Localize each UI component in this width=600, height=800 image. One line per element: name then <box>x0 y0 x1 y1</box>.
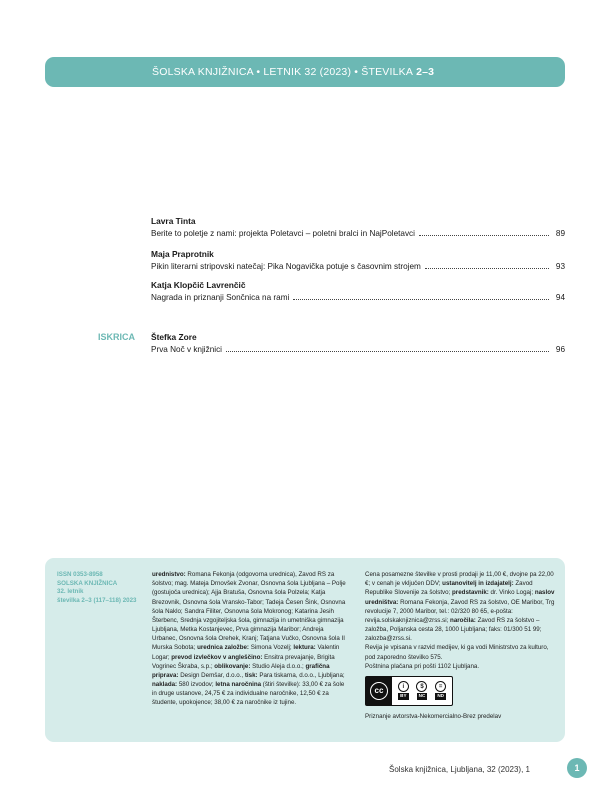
toc-title: Prva Noč v knjižnici <box>151 345 222 354</box>
issn: ISSN 0353-8958 <box>57 571 103 578</box>
issn-block <box>57 571 152 606</box>
toc-title: Pikin literarni stripovski natečaj: Pika Nogavička potuje s časovnim strojem <box>151 262 421 271</box>
issue: številka 2–3 (117–118) 2023 <box>57 597 137 605</box>
cc-license-badge[interactable] <box>365 676 453 706</box>
journal-header <box>45 57 565 87</box>
toc-page: 89 <box>555 229 565 238</box>
running-footer: Šolska knjižnica, Ljubljana, 32 (2023), 1 <box>389 765 530 774</box>
cc-nd-icon: = ND <box>435 681 446 700</box>
header-text: ŠOLSKA KNJIŽNICA • LETNIK 32 (2023) • ŠTEVILKA <box>152 66 414 78</box>
volume: 32. letnik <box>57 588 84 596</box>
cc-nc-icon: $ NC <box>416 681 427 700</box>
toc-author: Štefka Zore <box>151 332 197 342</box>
toc-page: 94 <box>555 293 565 302</box>
license-caption: Priznanje avtorstva-Nekomercialno-Brez predelav <box>365 712 502 720</box>
toc-author: Katja Klopčič Lavrenčič <box>151 280 246 290</box>
colophon-publisher: Cena posamezne številke v prosti prodaji je 11,00 €, dvojne pa 22,00 €; v cenah je vključen DDV; ustanovitelj in izdajatelj: Zavod Republike Slovenije za šolstvo; predstavnik: dr. Vinko Logaj; naslov uredništva: Romana Fekonja, Zavod RS za šolstvo, OE Maribor, Trg revolucije 7, 2000 Maribor, tel.: 02/320 80 65, e-pošta: revija.solskaknjiznica@zrss.si; naročila: Zavod RS za šolstvo – založba, Poljanska cesta 28, 1000 Ljubljana; faks: 01/300 51 99; zalozba@zrss.si. Revija je vpisana v razvid medijev, ki ga vodi Ministrstvo za kulturo, pod zaporedno številko 575. Poštnina plačana pri pošti 1102 Ljubljana. cc i BY $ NC = ND Priznanje avtorstva-Nekomercialno-Brez predelav <box>365 571 555 720</box>
colophon-staff: urednistvo: Romana Fekonja (odgovorna urednica), Zavod RS za šolstvo; mag. Mateja Drnovšek Zvonar, Osnovna šola Ljubljana – Polje (gostujoča urednica); Ajja Bratuša, Osnovna šola Polzela; Katja Brezovnik, Osnovna šola Vransko-Tabor; Tadeja Česen Šink, Osnovna šola Naklo; Sandra Filiter, Osnovna šola Mokronog; Katarina Jesih Šterbenc, Srednja vzgojiteljska šola, gimnazija in umetniška gimnazija Ljubljana, Metka Kostanjevec, Prva gimnazija Maribor; Andreja Urbanec, Osnovna šola Orehek, Kranj; Tatjana Vučko, Osnovna šola II Murska Sobota; urednica založbe: Simona Vozelj; lektura: Valentin Logar; prevod izvlečkov v angleščino: Ensitra prevajanje, Brigita Vogrinec Škraba, s.p.; oblikovanje: Studio Aleja d.o.o.; grafična priprava: Design Demšar, d.o.o., tisk: Para tiskarna, d.o.o., Ljubljana; naklada: 580 izvodov; letna naročnina (štiri številke): 33,00 € za šole in druge ustanove, 24,75 € za individualne naročnike, 12,50 € za študente, upokojence; 38,00 € za naročnike iz tujine. <box>152 571 346 707</box>
header-issue-number: 2–3 <box>416 66 435 78</box>
toc-page: 96 <box>555 345 565 354</box>
toc-title: Berite to poletje z nami: projekta Poletavci – poletni bralci in NajPoletavci <box>151 229 415 238</box>
toc-entry[interactable] <box>151 280 565 302</box>
cc-by-icon: i BY <box>398 681 409 700</box>
toc-author: Maja Praprotnik <box>151 249 214 259</box>
cc-logo-icon: cc <box>366 677 392 705</box>
toc-entry[interactable] <box>151 332 565 354</box>
section-label: ISKRICA <box>98 332 136 342</box>
toc-entry[interactable] <box>151 249 565 271</box>
toc-page: 93 <box>555 262 565 271</box>
colophon <box>45 558 565 742</box>
page-number: 1 <box>567 758 587 778</box>
toc-title: Nagrada in priznanji Sončnica na rami <box>151 293 290 302</box>
journal-name: SOLSKA KNJIŽNICA <box>57 579 118 587</box>
toc-entry[interactable] <box>151 216 565 238</box>
toc-author: Lavra Tinta <box>151 216 196 226</box>
